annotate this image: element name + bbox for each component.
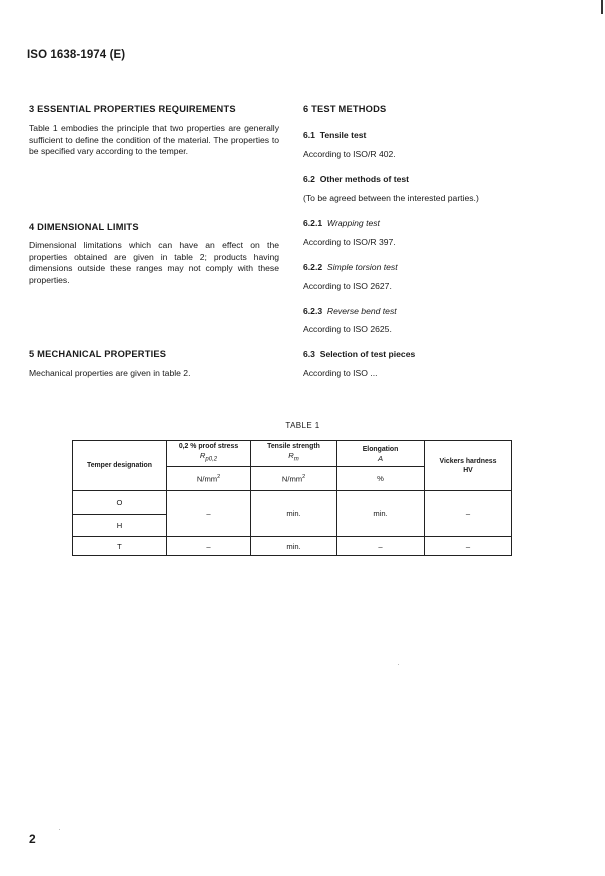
- header-tensile-strength-label: Tensile strength: [267, 443, 320, 451]
- section-6-1-title: Tensile test: [319, 130, 367, 140]
- section-6-2-1-text: According to ISO/R 397.: [303, 237, 396, 247]
- document-id: ISO 1638-1974 (E): [27, 49, 126, 61]
- section-3-heading: 3 ESSENTIAL PROPERTIES REQUIREMENTS: [29, 104, 236, 114]
- header-vickers-hardness: [425, 441, 512, 491]
- section-6-2-1-number: 6.2.1: [303, 218, 323, 228]
- header-vickers-hardness-symbol: HV: [463, 466, 473, 474]
- section-6-2-2-heading: [303, 262, 573, 272]
- section-6-2-2-number: 6.2.2: [303, 262, 323, 272]
- page-number: 2: [29, 832, 36, 846]
- section-6-2-2-text: According to ISO 2627.: [303, 281, 392, 291]
- section-5-text: Mechanical properties are given in table 2.: [29, 368, 191, 378]
- section-5-heading: 5 MECHANICAL PROPERTIES: [29, 349, 167, 359]
- cell-oh-elongation: min.: [337, 491, 425, 537]
- header-elongation-symbol: A: [377, 453, 384, 463]
- section-4-text: Dimensional limitations which can have an effect on the properties obtained are given in table 2; products having dimensions outside these ranges may not comply with these properties.: [29, 240, 279, 285]
- section-6-2-title: Other methods of test: [319, 174, 410, 184]
- header-proof-stress-symbol: $R_{p0,2}$: [199, 451, 218, 463]
- unit-tensile-strength: $N/mm^2$: [251, 467, 337, 491]
- section-6-2-3-text: According to ISO 2625.: [303, 324, 392, 334]
- unit-proof-stress: $N/mm^2$: [167, 467, 251, 491]
- header-proof-stress-label: 0,2 % proof stress: [178, 443, 239, 451]
- unit-elongation: %: [337, 467, 425, 491]
- section-6-3-heading: [303, 349, 573, 359]
- cell-oh-proof-stress: –: [167, 491, 251, 537]
- temper-t: T: [73, 537, 167, 556]
- header-proof-stress: [167, 441, 251, 467]
- section-6-2-number: 6.2: [303, 174, 315, 184]
- section-4-heading: 4 DIMENSIONAL LIMITS: [29, 222, 139, 232]
- header-tensile-strength-symbol: $R_m$: [288, 451, 299, 463]
- header-vickers-hardness-label: Vickers hardness: [439, 457, 497, 465]
- section-6-3-number: 6.3: [303, 349, 315, 359]
- section-6-2-text: (To be agreed between the interested parties.): [303, 193, 479, 203]
- section-6-2-heading: [303, 174, 573, 184]
- table-1-title: TABLE 1: [285, 421, 320, 430]
- cell-oh-tensile-strength: min.: [251, 491, 337, 537]
- section-6-2-1-heading: [303, 218, 573, 228]
- section-6-2-3-title: Reverse bend test: [326, 306, 397, 316]
- cell-t-tensile-strength: min.: [251, 537, 337, 556]
- section-6-1-text: According to ISO/R 402.: [303, 149, 396, 159]
- scan-speck: [59, 829, 60, 830]
- section-3-text: Table 1 embodies the principle that two properties are generally sufficient to define the condition of the material. The properties to be specified vary according to the temper.: [29, 123, 279, 157]
- section-6-2-3-number: 6.2.3: [303, 306, 323, 316]
- section-6-3-title: Selection of test pieces: [319, 349, 416, 359]
- header-elongation: [337, 441, 425, 467]
- temper-h: H: [73, 515, 167, 537]
- section-6-2-1-title: Wrapping test: [326, 218, 380, 228]
- section-6-2-3-heading: [303, 306, 573, 316]
- section-6-1-heading: [303, 130, 573, 140]
- section-6-1-number: 6.1: [303, 130, 315, 140]
- scan-edge-mark: [601, 0, 603, 14]
- header-temper-designation: Temper designation: [73, 441, 167, 491]
- section-6-heading: 6 TEST METHODS: [303, 104, 387, 114]
- header-elongation-label: Elongation: [362, 445, 399, 453]
- header-tensile-strength: [251, 441, 337, 467]
- section-6-3-text: According to ISO ...: [303, 368, 378, 378]
- scan-speck: [398, 664, 399, 665]
- table-1: [72, 440, 512, 556]
- table-row: [73, 491, 512, 515]
- cell-oh-vickers-hardness: –: [425, 491, 512, 537]
- cell-t-elongation: –: [337, 537, 425, 556]
- cell-t-vickers-hardness: –: [425, 537, 512, 556]
- temper-o: O: [73, 491, 167, 515]
- table-row: [73, 537, 512, 556]
- cell-t-proof-stress: –: [167, 537, 251, 556]
- section-6-2-2-title: Simple torsion test: [326, 262, 398, 272]
